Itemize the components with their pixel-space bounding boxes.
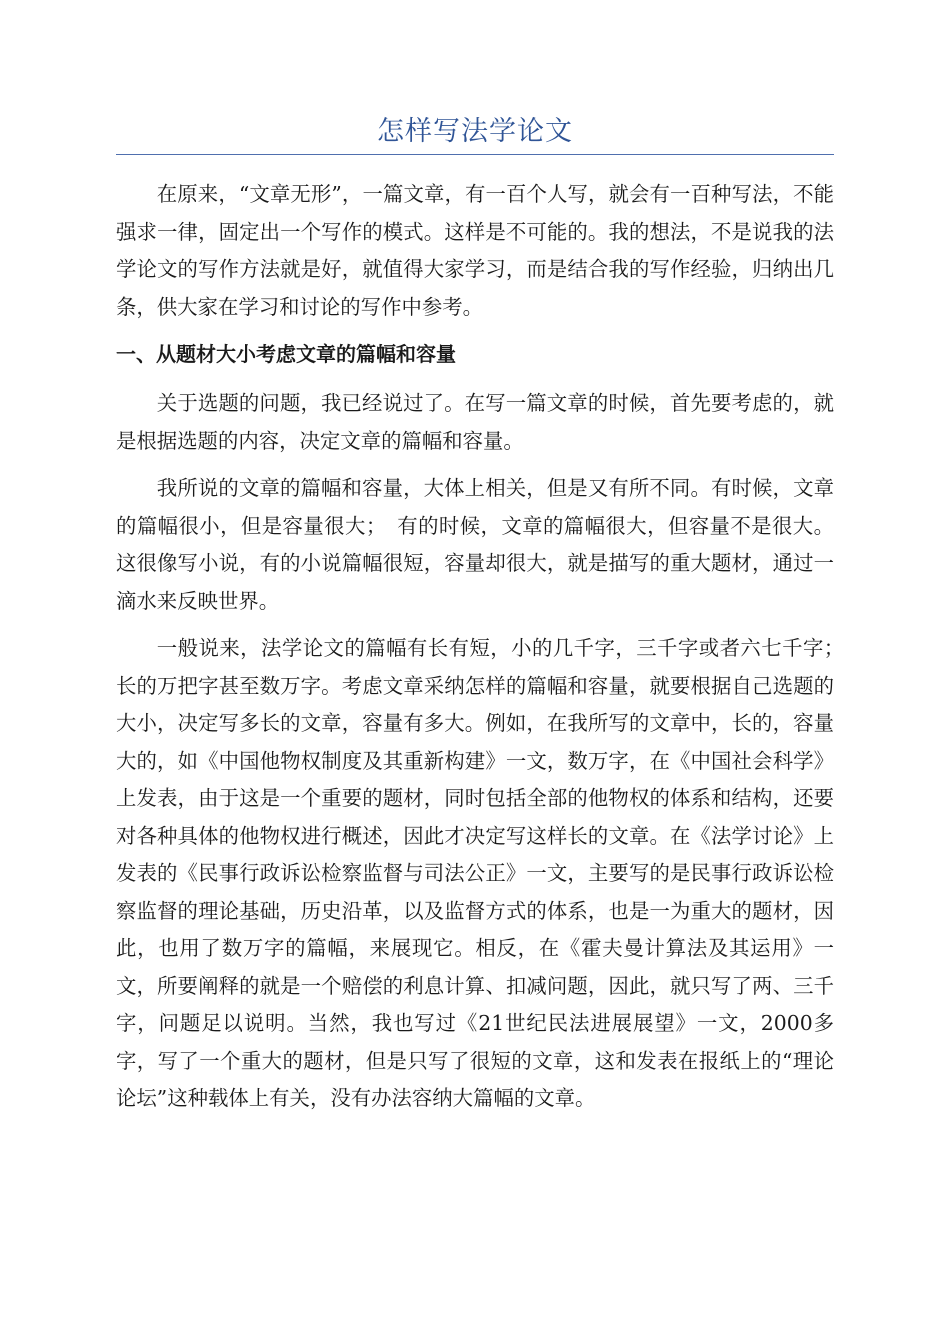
title-underline — [116, 154, 834, 155]
body-paragraph: 关于选题的问题，我已经说过了。在写一篇文章的时候，首先要考虑的，就是根据选题的内容，决定文章的篇幅和容量。 — [116, 391, 834, 453]
intro-paragraph: 在原来，“文章无形”，一篇文章，有一百个人写，就会有一百种写法，不能强求一律，固定出一个写作的模式。这样是不可能的。我的想法，不是说我的法学论文的写作方法就是好，就值得大家学习，而是结合我的写作经验，归纳出几条，供大家在学习和讨论的写作中参考。 — [116, 182, 834, 319]
document-title: 怎样写法学论文 — [377, 116, 573, 147]
body-paragraph: 一般说来，法学论文的篇幅有长有短，小的几千字，三千字或者六七千字； 长的万把字甚至数万字。考虑文章采纳怎样的篇幅和容量，就要根据自己选题的大小，决定写多长的文章，容量有多大。例如，在我所写的文章中，长的，容量大的，如《中国他物权制度及其重新构建》一文，数万字，在《中国社会科学》上发表，由于这是一个重要的题材，同时包括全部的他物权的体系和结构，还要对各种具体的他物权进行概述，因此才决定写这样长的文章。在《法学讨论》上发表的《民事行政诉讼检察监督与司法公正》一文，主要写的是民事行政诉讼检察监督的理论基础，历史沿革，以及监督方式的体系，也是一为重大的题材，因此，也用了数万字的篇幅，来展现它。相反，在《霍夫曼计算法及其运用》一文，所要阐释的就是一个赔偿的利息计算、扣减问题，因此，就只写了两、三千字，问题足以说明。当然，我也写过《21世纪民法进展展望》一文，2000多字，写了一个重大的题材，但是只写了很短的文章，这和发表在报纸上的“理论论坛”这种载体上有关，没有办法容纳大篇幅的文章。 — [116, 636, 855, 1110]
document-body — [116, 176, 855, 1128]
body-paragraph: 我所说的文章的篇幅和容量，大体上相关，但是又有所不同。有时候，文章的篇幅很小，但是容量很大； 有的时候，文章的篇幅很大，但容量不是很大。这很像写小说，有的小说篇幅很短，容量却很大，就是描写的重大题材，通过一滴水来反映世界。 — [116, 476, 834, 613]
section-heading: 一、从题材大小考虑文章的篇幅和容量 — [116, 342, 456, 366]
